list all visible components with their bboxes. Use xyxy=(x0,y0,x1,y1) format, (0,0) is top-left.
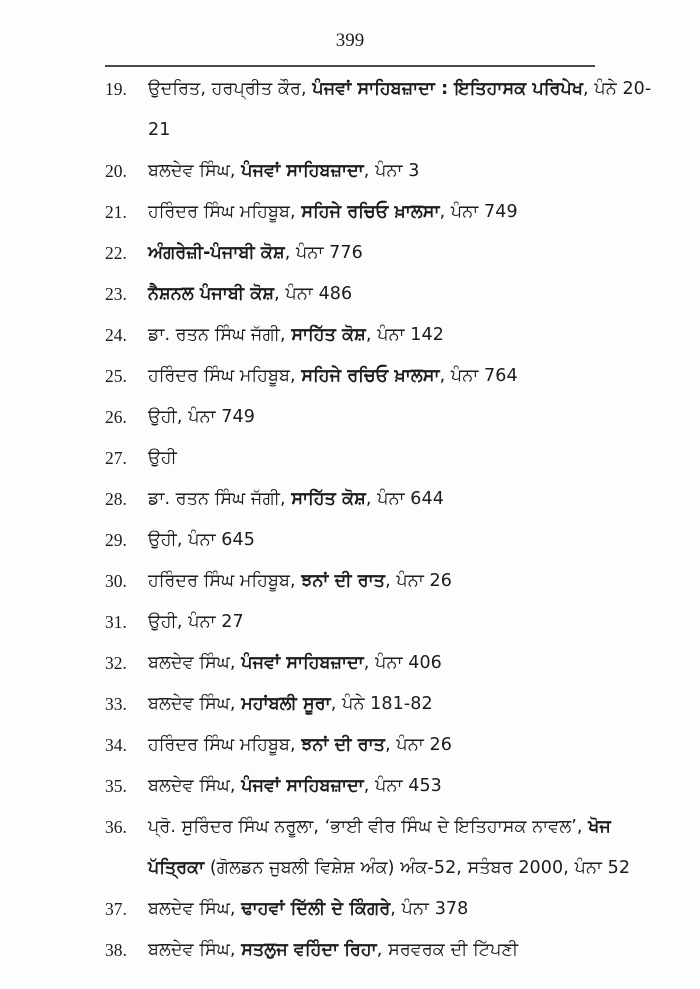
reference-detail: ਹਰਿੰਦਰ ਸਿੰਘ ਮਹਿਬੂਬ, xyxy=(148,366,302,386)
reference-item xyxy=(105,766,665,807)
reference-number: 26. xyxy=(105,407,127,427)
reference-item xyxy=(105,602,665,643)
reference-title: ਝਨਾਂ ਦੀ ਰਾਤ xyxy=(301,571,386,591)
reference-item xyxy=(105,520,665,561)
reference-text xyxy=(148,397,665,438)
reference-text xyxy=(148,930,665,971)
reference-text xyxy=(148,315,665,356)
reference-detail: ਬਲਦੇਵ ਸਿੰਘ, xyxy=(148,899,242,919)
reference-text xyxy=(148,520,665,561)
reference-detail: ਉਹੀ xyxy=(148,448,177,468)
reference-item xyxy=(105,725,665,766)
reference-item xyxy=(105,69,665,151)
reference-number: 37. xyxy=(105,899,127,919)
reference-text xyxy=(148,684,665,725)
reference-detail: ਬਲਦੇਵ ਸਿੰਘ, xyxy=(148,776,242,796)
reference-item xyxy=(105,889,665,930)
reference-title: ਖੋਜ ਪੱਤ੍ਰਿਕਾ xyxy=(148,817,611,878)
reference-number: 24. xyxy=(105,325,127,345)
reference-detail: ਡਾ. ਰਤਨ ਸਿੰਘ ਜੱਗੀ, xyxy=(148,489,292,509)
reference-title: ਮਹਾਂਬਲੀ ਸੂਰਾ xyxy=(241,694,331,714)
reference-title: ਅੰਗਰੇਜ਼ੀ-ਪੰਜਾਬੀ ਕੋਸ਼ xyxy=(148,243,285,263)
reference-text xyxy=(148,725,665,766)
reference-detail: , ਪੰਨਾ 644 xyxy=(365,489,444,509)
reference-detail: ਉਹੀ, ਪੰਨਾ 645 xyxy=(148,530,255,550)
reference-number: 27. xyxy=(105,448,127,468)
reference-detail: , ਪੰਨਾ 776 xyxy=(284,243,363,263)
reference-number: 38. xyxy=(105,940,127,960)
reference-detail: , ਪੰਨੇ 181-82 xyxy=(330,694,433,714)
reference-text xyxy=(148,807,665,889)
reference-list xyxy=(0,69,700,971)
reference-number: 34. xyxy=(105,735,127,755)
reference-item xyxy=(105,479,665,520)
reference-item xyxy=(105,151,665,192)
reference-number: 35. xyxy=(105,776,127,796)
reference-title: ਪੰਜਵਾਂ ਸਾਹਿਬਜ਼ਾਦਾ xyxy=(241,161,364,181)
reference-text xyxy=(148,233,665,274)
reference-item xyxy=(105,192,665,233)
reference-text xyxy=(148,561,665,602)
reference-number: 28. xyxy=(105,489,127,509)
reference-number: 29. xyxy=(105,530,127,550)
reference-number: 22. xyxy=(105,243,127,263)
reference-item xyxy=(105,397,665,438)
reference-detail: , ਪੰਨਾ 26 xyxy=(385,571,452,591)
reference-item xyxy=(105,315,665,356)
reference-number: 32. xyxy=(105,653,127,673)
reference-title: ਢਾਹਵਾਂ ਦਿੱਲੀ ਦੇ ਕਿੰਗਰੇ xyxy=(241,899,391,919)
reference-item xyxy=(105,233,665,274)
reference-text xyxy=(148,356,665,397)
reference-detail: ਬਲਦੇਵ ਸਿੰਘ, xyxy=(148,694,242,714)
reference-detail: , ਪੰਨਾ 749 xyxy=(439,202,518,222)
reference-detail: , ਪੰਨਾ 486 xyxy=(274,284,353,304)
reference-detail: , ਪੰਨੇ 20-21 xyxy=(148,79,652,140)
reference-text xyxy=(148,69,665,151)
reference-text xyxy=(148,274,665,315)
reference-detail: ਬਲਦੇਵ ਸਿੰਘ, xyxy=(148,653,242,673)
reference-item xyxy=(105,438,665,479)
reference-number: 19. xyxy=(105,79,127,99)
reference-title: ਪੰਜਵਾਂ ਸਾਹਿਬਜ਼ਾਦਾ : ਇਤਿਹਾਸਕ ਪਰਿਪੇਖ xyxy=(312,79,584,99)
reference-text xyxy=(148,438,665,479)
reference-item xyxy=(105,356,665,397)
reference-detail: , ਪੰਨਾ 378 xyxy=(390,899,469,919)
reference-detail: ਉਹੀ, ਪੰਨਾ 27 xyxy=(148,612,244,632)
reference-number: 31. xyxy=(105,612,127,632)
reference-detail: ਬਲਦੇਵ ਸਿੰਘ, xyxy=(148,161,242,181)
reference-detail: ਡਾ. ਰਤਨ ਸਿੰਘ ਜੱਗੀ, xyxy=(148,325,292,345)
reference-title: ਸਾਹਿੱਤ ਕੋਸ਼ xyxy=(291,325,366,345)
reference-number: 36. xyxy=(105,817,127,837)
reference-detail: (ਗੋਲਡਨ ਜੁਬਲੀ ਵਿਸ਼ੇਸ਼ ਅੰਕ) ਅੰਕ-52, ਸਤੰਬਰ 2000, ਪੰਨਾ 52 xyxy=(204,858,631,878)
reference-detail: ਪ੍ਰੋ. ਸੁਰਿੰਦਰ ਸਿੰਘ ਨਰੂਲਾ, ‘ਭਾਈ ਵੀਰ ਸਿੰਘ ਦੇ ਇਤਿਹਾਸਕ ਨਾਵਲ’, xyxy=(148,817,589,837)
reference-detail: , ਪੰਨਾ 142 xyxy=(365,325,444,345)
reference-number: 20. xyxy=(105,161,127,181)
reference-text xyxy=(148,479,665,520)
reference-detail: ਉਹੀ, ਪੰਨਾ 749 xyxy=(148,407,255,427)
reference-item xyxy=(105,643,665,684)
reference-title: ਪੰਜਵਾਂ ਸਾਹਿਬਜ਼ਾਦਾ xyxy=(241,653,364,673)
reference-number: 21. xyxy=(105,202,127,222)
reference-item xyxy=(105,684,665,725)
header-rule xyxy=(105,65,595,67)
reference-item xyxy=(105,561,665,602)
reference-text xyxy=(148,192,665,233)
reference-text xyxy=(148,643,665,684)
reference-title: ਸਤਲੁਜ ਵਹਿੰਦਾ ਰਿਹਾ xyxy=(241,940,377,960)
reference-item xyxy=(105,274,665,315)
reference-detail: , ਪੰਨਾ 764 xyxy=(439,366,518,386)
reference-detail: ਹਰਿੰਦਰ ਸਿੰਘ ਮਹਿਬੂਬ, xyxy=(148,202,302,222)
reference-detail: , ਪੰਨਾ 3 xyxy=(363,161,420,181)
reference-detail: ਬਲਦੇਵ ਸਿੰਘ, xyxy=(148,940,242,960)
reference-detail: ਹਰਿੰਦਰ ਸਿੰਘ ਮਹਿਬੂਬ, xyxy=(148,571,302,591)
reference-title: ਸਹਿਜੇ ਰਚਿਓ ਖ਼ਾਲਸਾ xyxy=(301,366,440,386)
reference-text xyxy=(148,766,665,807)
reference-title: ਸਹਿਜੇ ਰਚਿਓ ਖ਼ਾਲਸਾ xyxy=(301,202,440,222)
reference-title: ਨੈਸ਼ਨਲ ਪੰਜਾਬੀ ਕੋਸ਼ xyxy=(148,284,275,304)
reference-detail: , ਪੰਨਾ 406 xyxy=(363,653,442,673)
reference-number: 33. xyxy=(105,694,127,714)
reference-detail: , ਪੰਨਾ 26 xyxy=(385,735,452,755)
reference-item xyxy=(105,930,665,971)
reference-detail: , ਪੰਨਾ 453 xyxy=(363,776,442,796)
reference-text xyxy=(148,151,665,192)
reference-detail: , ਸਰਵਰਕ ਦੀ ਟਿੱਪਣੀ xyxy=(376,940,519,960)
reference-title: ਪੰਜਵਾਂ ਸਾਹਿਬਜ਼ਾਦਾ xyxy=(241,776,364,796)
reference-text xyxy=(148,602,665,643)
reference-number: 30. xyxy=(105,571,127,591)
reference-title: ਸਾਹਿੱਤ ਕੋਸ਼ xyxy=(291,489,366,509)
reference-item xyxy=(105,807,665,889)
reference-text xyxy=(148,889,665,930)
reference-detail: ਉਦਰਿਤ, ਹਰਪ੍ਰੀਤ ਕੌਰ, xyxy=(148,79,313,99)
page-number: 399 xyxy=(335,30,365,51)
reference-detail: ਹਰਿੰਦਰ ਸਿੰਘ ਮਹਿਬੂਬ, xyxy=(148,735,302,755)
reference-number: 25. xyxy=(105,366,127,386)
reference-number: 23. xyxy=(105,284,127,304)
reference-title: ਝਨਾਂ ਦੀ ਰਾਤ xyxy=(301,735,386,755)
